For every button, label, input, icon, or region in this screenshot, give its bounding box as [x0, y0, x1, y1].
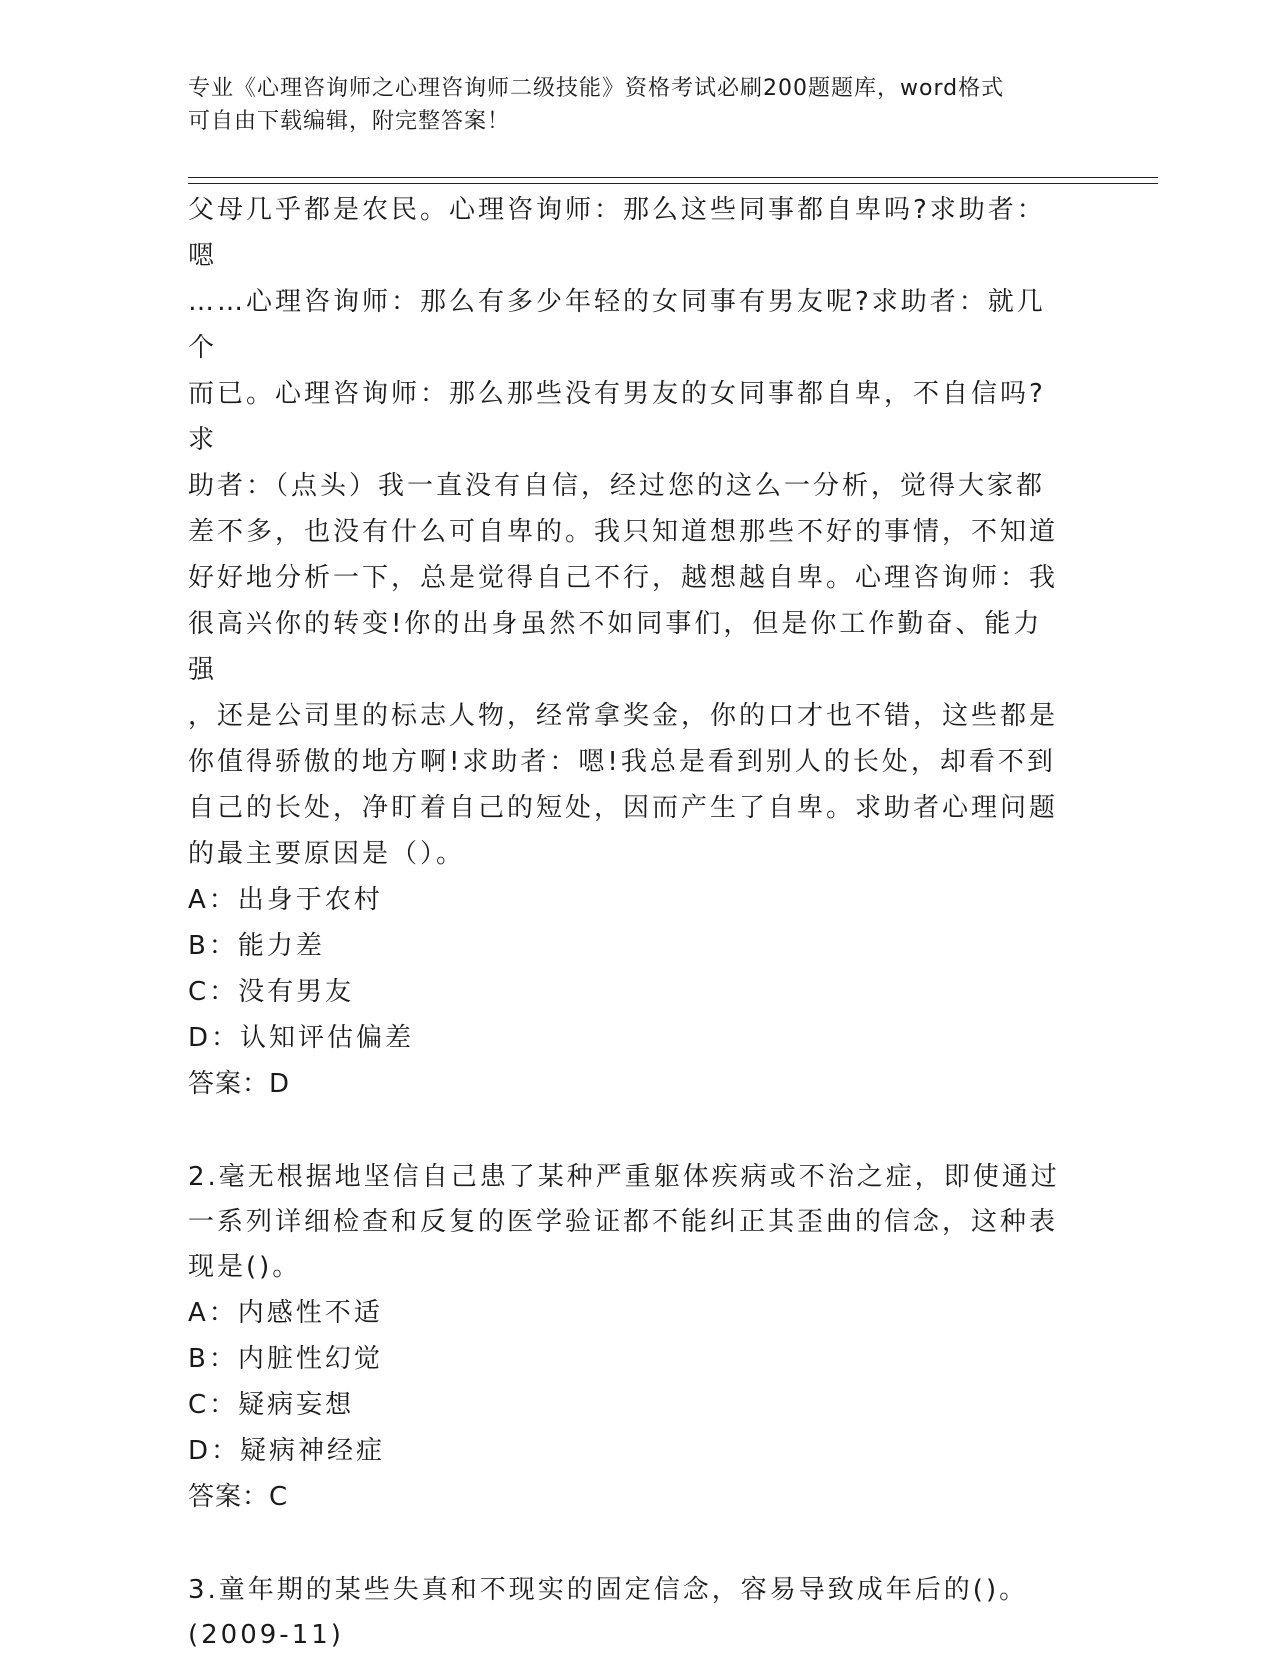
question-1-line: ……心理咨询师：那么有多少年轻的女同事有男友呢?求助者：就几个 — [188, 287, 1046, 363]
question-1 — [188, 187, 1068, 1107]
question-2-option-c: C：疑病妄想 — [188, 1390, 355, 1420]
question-2-line: 一系列详细检查和反复的医学验证都不能纠正其歪曲的信念，这种表 — [188, 1207, 1059, 1237]
question-1-line: 的最主要原因是（）。 — [188, 839, 466, 869]
document-body — [188, 187, 1068, 1658]
question-1-line: 你值得骄傲的地方啊!求助者：嗯!我总是看到别人的长处，却看不到 — [188, 747, 1056, 777]
question-1-option-c: C：没有男友 — [188, 977, 355, 1007]
question-2-option-d: D：疑病神经症 — [188, 1436, 386, 1466]
question-3-line: (2009-11) — [188, 1620, 344, 1650]
question-1-line: 父母几乎都是农民。心理咨询师：那么这些同事都自卑吗?求助者：嗯 — [188, 195, 1046, 271]
header-title-line-2: 可自由下载编辑，附完整答案！ — [188, 109, 511, 134]
question-1-line: ，还是公司里的标志人物，经常拿奖金，你的口才也不错，这些都是 — [188, 701, 1059, 731]
question-1-line: 助者：（点头）我一直没有自信，经过您的这么一分析，觉得大家都 — [188, 471, 1046, 501]
question-2-option-b: B：内脏性幻觉 — [188, 1344, 383, 1374]
question-1-line: 自己的长处，净盯着自己的短处，因而产生了自卑。求助者心理问题 — [188, 793, 1059, 823]
question-1-line: 好好地分析一下，总是觉得自己不行，越想越自卑。心理咨询师：我 — [188, 563, 1059, 593]
header-title-line-1: 专业《心理咨询师之心理咨询师二级技能》资格考试必刷200题题库，word格式 — [188, 76, 1005, 101]
question-3 — [188, 1568, 1068, 1658]
question-1-option-d: D：认知评估偏差 — [188, 1023, 415, 1053]
question-1-option-a: A：出身于农村 — [188, 885, 383, 915]
question-1-line: 而已。心理咨询师：那么那些没有男友的女同事都自卑，不自信吗?求 — [188, 379, 1046, 455]
header-divider-top — [188, 177, 1158, 178]
header-divider-bottom — [188, 183, 1158, 184]
document-header — [188, 72, 1068, 138]
question-2-option-a: A：内感性不适 — [188, 1298, 383, 1328]
question-3-line: 3.童年期的某些失真和不现实的固定信念，容易导致成年后的()。 — [188, 1575, 1029, 1605]
question-2-line: 2.毫无根据地坚信自己患了某种严重躯体疾病或不治之症，即使通过 — [188, 1162, 1060, 1192]
question-1-line: 差不多，也没有什么可自卑的。我只知道想那些不好的事情，不知道 — [188, 517, 1059, 547]
question-2-answer: 答案：C — [188, 1482, 289, 1512]
question-2 — [188, 1155, 1068, 1520]
question-1-option-b: B：能力差 — [188, 931, 325, 961]
question-1-answer: 答案：D — [188, 1069, 291, 1099]
question-2-line: 现是()。 — [188, 1252, 302, 1282]
question-1-line: 很高兴你的转变!你的出身虽然不如同事们，但是你工作勤奋、能力强 — [188, 609, 1043, 685]
